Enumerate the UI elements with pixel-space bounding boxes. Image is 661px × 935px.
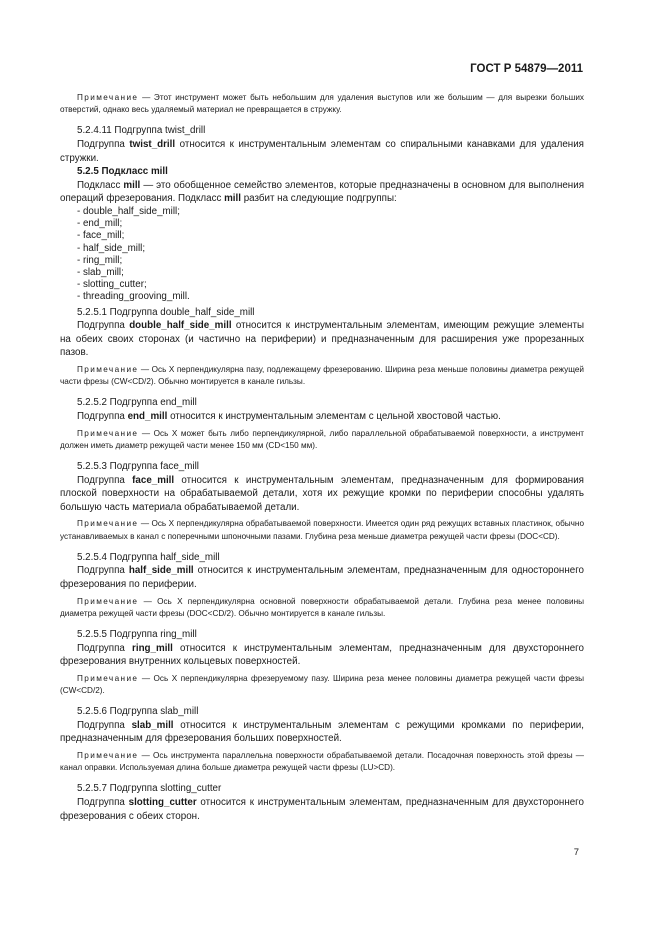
paragraph-face-mill <box>60 474 584 515</box>
note-label: Примечание <box>77 673 139 683</box>
paragraph-mill <box>60 179 584 206</box>
text: относится к инструментальным элементам с цельной хвостовой частью. <box>167 410 501 422</box>
term: slotting_cutter <box>128 796 197 808</box>
term: end_mill <box>127 410 168 422</box>
paragraph-slab-mill <box>60 719 584 746</box>
document-header: ГОСТ Р 54879—2011 <box>470 63 583 75</box>
term: mill <box>123 179 141 191</box>
intro-note <box>60 92 584 116</box>
note-end-mill <box>60 428 584 452</box>
list-item: - face_mill; <box>77 230 125 242</box>
paragraph-ring-mill <box>60 642 584 669</box>
section-heading-5-2-5-1: 5.2.5.1 Подгруппа double_half_side_mill <box>77 306 255 318</box>
list-item: - ring_mill; <box>77 254 123 266</box>
note-slab-mill <box>60 750 584 774</box>
text: Подкласс <box>77 179 124 191</box>
text: Подгруппа <box>77 796 129 808</box>
text: Подгруппа <box>77 320 130 332</box>
term: mill <box>224 193 241 205</box>
text: Подгруппа <box>77 565 129 577</box>
section-heading-5-2-5-6: 5.2.5.6 Подгруппа slab_mill <box>77 706 199 718</box>
note-face-mill <box>60 518 584 542</box>
section-heading-5-2-5-3: 5.2.5.3 Подгруппа face_mill <box>77 460 199 472</box>
page-content <box>60 92 584 823</box>
note-label: Примечание <box>77 519 139 529</box>
note-label: Примечание <box>77 596 139 606</box>
term: slab_mill <box>131 719 174 731</box>
text: Подгруппа <box>77 139 130 150</box>
text: Подгруппа <box>77 719 132 731</box>
note-double-half-side-mill <box>60 364 584 388</box>
paragraph-twist-drill <box>60 138 584 165</box>
list-item: - slotting_cutter; <box>77 279 147 291</box>
list-item: - slab_mill; <box>77 266 124 278</box>
text: — это обобщенное семейство элементов, которые предназначены в основном для выполнения операций фрезерования. Подкласс <box>60 179 584 205</box>
paragraph-end-mill <box>60 410 584 424</box>
section-heading-5-2-5-4: 5.2.5.4 Подгруппа half_side_mill <box>77 551 220 563</box>
text: Подгруппа <box>77 474 133 486</box>
section-heading-5-2-4-11: 5.2.4.11 Подгруппа twist_drill <box>77 125 206 137</box>
section-heading-5-2-5-2: 5.2.5.2 Подгруппа end_mill <box>77 397 197 409</box>
section-heading-5-2-5-7: 5.2.5.7 Подгруппа slotting_cutter <box>77 783 222 795</box>
term: face_mill <box>132 474 175 486</box>
note-text: — Ось X перпендикулярна основной поверхности обрабатываемой детали. Глубина реза менее половины диаметра режущей части фрезы (DOC<CD/2). Обычно монтируется в канале гильзы. <box>60 596 584 618</box>
term: half_side_mill <box>128 565 194 577</box>
text: разбит на следующие подгруппы: <box>240 193 397 205</box>
section-heading-5-2-5-5: 5.2.5.5 Подгруппа ring_mill <box>77 628 197 640</box>
note-label: Примечание <box>77 93 139 102</box>
text: относится к инструментальным элементам, имеющим режущие элементы на обеих своих сторонах (и частично на периферии) и предназначенным для расширения уже прорезанных пазов. <box>60 320 584 359</box>
note-text: — Этот инструмент может быть небольшим для удаления выступов или же большим — для вырезки больших отверстий, однако весь удаляемый материал не превращается в стружку. <box>60 93 584 115</box>
term: double_half_side_mill <box>129 320 232 332</box>
text: Подгруппа <box>77 642 133 654</box>
list-item: - double_half_side_mill; <box>77 205 180 217</box>
note-ring-mill <box>60 673 584 697</box>
note-text: — Ось X перпендикулярна обрабатываемой поверхности. Имеется один ряд режущих вставных пластинок, обычно устанавливаемых в канал с поперечными шпоночными пазами. Глубина реза меньше диаметра режущей части фрезы (DOC<CD). <box>60 519 584 541</box>
paragraph-slotting-cutter <box>60 796 584 823</box>
text: относится к инструментальным элементам, предназначенным для формирования плоской поверхности на обрабатываемой детали, хотя их режущие кромки по периферии способны удалять большую часть материала обрабатываемой детали. <box>60 474 584 513</box>
term: ring_mill <box>132 642 173 654</box>
note-text: — Ось X перпендикулярна фрезеруемому пазу. Ширина реза менее половины диаметра режущей части фрезы (CW<CD/2). <box>60 673 584 695</box>
note-label: Примечание <box>77 428 139 438</box>
term: twist_drill <box>129 139 176 150</box>
text: Подгруппа <box>77 410 128 422</box>
paragraph-double-half-side-mill <box>60 319 584 360</box>
text: относится к инструментальным элементам, предназначенным для двухстороннего фрезерования внутренних кольцевых поверхностей. <box>60 642 584 668</box>
page-number: 7 <box>573 847 579 858</box>
note-text: — Ось X может быть либо перпендикулярной, либо параллельной обрабатываемой поверхности, а инструмент должен иметь диаметр режущей части менее 150 мм (CD<150 мм). <box>60 428 584 450</box>
text: относится к инструментальным элементам, предназначенным для одностороннего фрезерования по периферии. <box>60 565 585 590</box>
note-text: — Ось X перпендикулярна пазу, подлежащему фрезерованию. Ширина реза меньше половины диаметра режущей части фрезы (CW<CD/2). Обычно монтируется в канале гильзы. <box>60 364 584 387</box>
text: относится к инструментальным элементам с режущими кромками по периферии, предназначенным для фрезерования больших поверхностей. <box>60 719 584 745</box>
list-item: - threading_grooving_mill. <box>77 291 190 303</box>
section-heading-5-2-5: 5.2.5 Подкласс mill <box>77 166 168 178</box>
paragraph-half-side-mill <box>60 564 584 591</box>
note-label: Примечание <box>77 750 139 760</box>
text: относится к инструментальным элементам со спиральными канавками для удаления стружки. <box>60 139 584 164</box>
note-label: Примечание <box>77 364 139 374</box>
note-text: — Ось инструмента параллельна поверхности обрабатываемой детали. Посадочная поверхность этой фрезы — канал оправки. Используемая длина больше диаметра режущей части фрезы (LU>CD). <box>60 750 584 773</box>
note-half-side-mill <box>60 596 584 620</box>
list-item: - end_mill; <box>77 218 123 230</box>
list-item: - half_side_mill; <box>77 242 146 254</box>
text: относится к инструментальным элементам, предназначенным для двухстороннего фрезерования с обеих сторон. <box>60 796 584 822</box>
